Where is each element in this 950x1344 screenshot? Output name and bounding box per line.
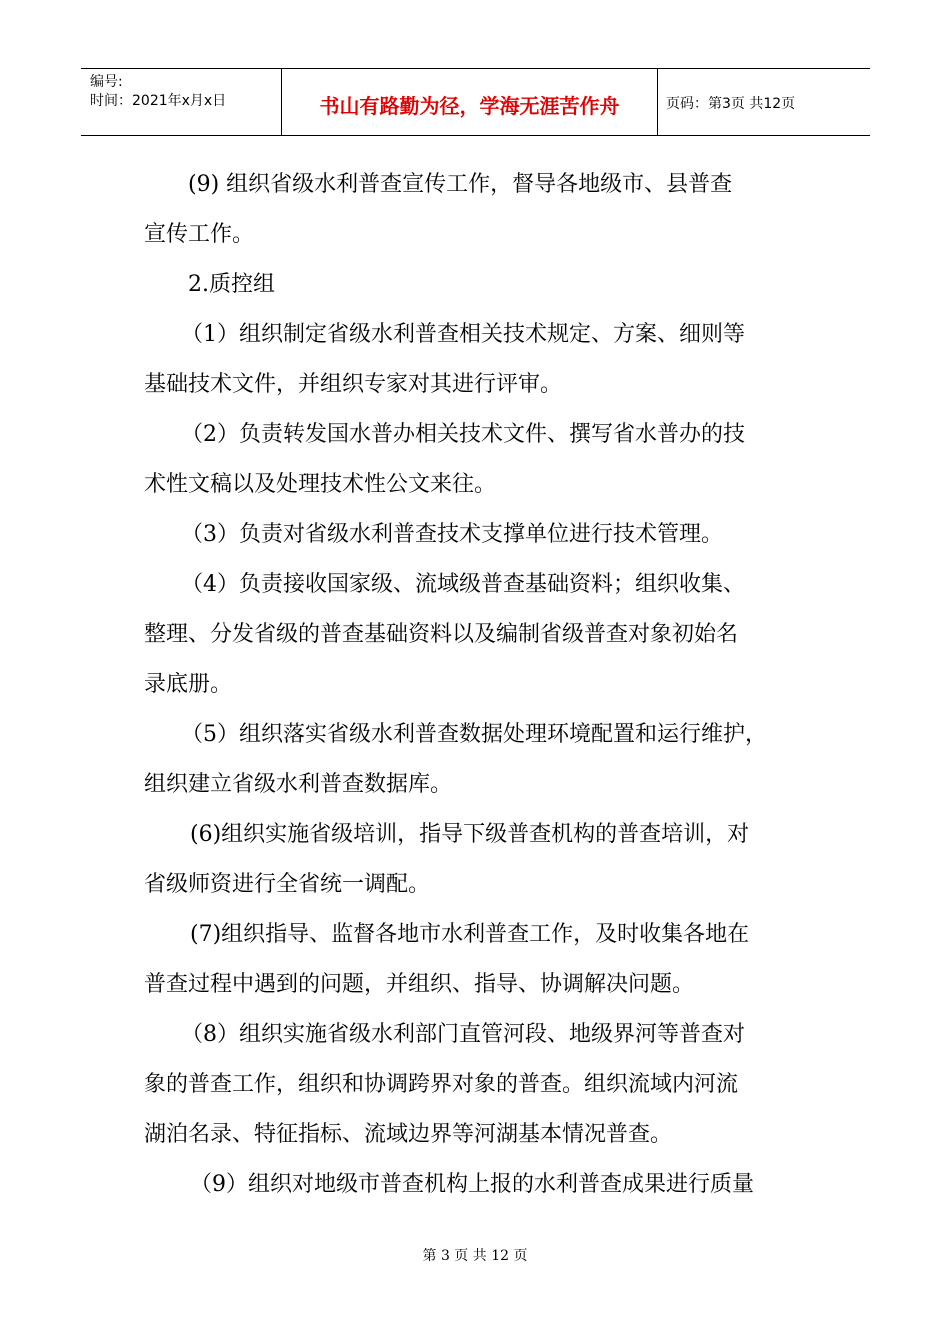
body-line: (6)组织实施省级培训，指导下级普查机构的普查培训，对 xyxy=(190,822,750,847)
body-line: 术性文稿以及处理技术性公文来往。 xyxy=(144,472,497,497)
body-line: 普查过程中遇到的问题，并组织、指导、协调解决问题。 xyxy=(144,972,695,997)
body-line: (9) 组织省级水利普查宣传工作，督导各地级市、县普查 xyxy=(188,172,733,197)
body-line: 宣传工作。 xyxy=(144,222,255,247)
body-line: （2）负责转发国水普办相关技术文件、撰写省水普办的技 xyxy=(181,422,745,447)
section-heading: 2.质控组 xyxy=(188,272,275,297)
body-line: （9）组织对地级市普查机构上报的水利普查成果进行质量 xyxy=(190,1172,754,1197)
header-meta-cell xyxy=(81,69,282,135)
body-line: 湖泊名录、特征指标、流域边界等河湖基本情况普查。 xyxy=(144,1122,673,1147)
body-line: （8）组织实施省级水利部门直管河段、地级界河等普查对 xyxy=(181,1022,745,1047)
body-line: (7)组织指导、监督各地市水利普查工作，及时收集各地在 xyxy=(190,922,750,947)
header-motto: 书山有路勤为径，学海无涯苦作舟 xyxy=(282,69,658,135)
body-line: （1）组织制定省级水利普查相关技术规定、方案、细则等 xyxy=(181,322,745,347)
page-footer: 第 3 页 共 12 页 xyxy=(422,1248,528,1264)
document-number-label: 编号: xyxy=(90,74,123,90)
body-line: 整理、分发省级的普查基础资料以及编制省级普查对象初始名 xyxy=(144,622,739,647)
body-line: 组织建立省级水利普查数据库。 xyxy=(144,772,453,797)
body-line: 象的普查工作，组织和协调跨界对象的普查。组织流域内河流 xyxy=(144,1072,739,1097)
document-header xyxy=(81,68,870,136)
body-line: 基础技术文件，并组织专家对其进行评审。 xyxy=(144,372,563,397)
body-line: 录底册。 xyxy=(144,672,233,697)
document-time-label: 时间：2021年x月x日 xyxy=(90,93,227,109)
body-line: （3）负责对省级水利普查技术支撑单位进行技术管理。 xyxy=(181,522,723,547)
header-page-info: 页码：第3页 共12页 xyxy=(666,96,796,112)
body-line: （5）组织落实省级水利普查数据处理环境配置和运行维护， xyxy=(181,722,767,747)
body-line: 省级师资进行全省统一调配。 xyxy=(144,872,431,897)
body-line: （4）负责接收国家级、流域级普查基础资料；组织收集、 xyxy=(181,572,745,597)
